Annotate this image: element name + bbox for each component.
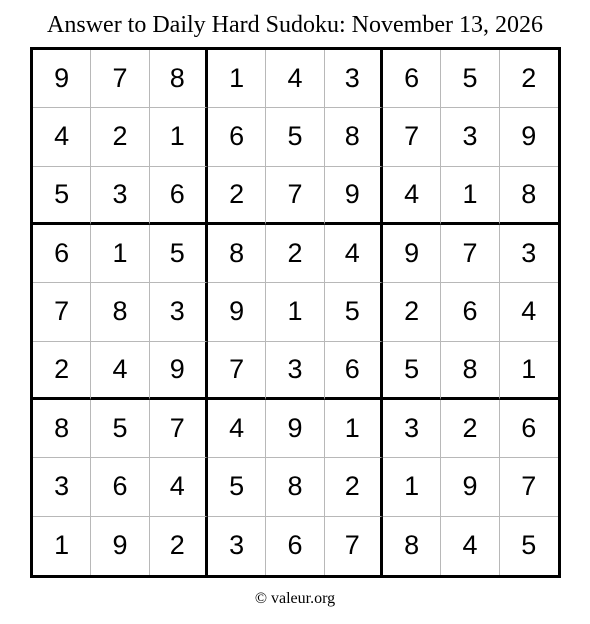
sudoku-cell-r6-c9[interactable]: 1 bbox=[500, 342, 558, 400]
sudoku-cell-r2-c7[interactable]: 7 bbox=[383, 108, 441, 166]
sudoku-cell-r9-c8[interactable]: 4 bbox=[441, 517, 499, 575]
sudoku-cell-r2-c6[interactable]: 8 bbox=[325, 108, 383, 166]
sudoku-cell-r7-c4[interactable]: 4 bbox=[208, 400, 266, 458]
sudoku-cell-r8-c1[interactable]: 3 bbox=[33, 458, 91, 516]
sudoku-cell-r6-c5[interactable]: 3 bbox=[266, 342, 324, 400]
sudoku-cell-r2-c5[interactable]: 5 bbox=[266, 108, 324, 166]
sudoku-cell-r6-c4[interactable]: 7 bbox=[208, 342, 266, 400]
sudoku-cell-r9-c4[interactable]: 3 bbox=[208, 517, 266, 575]
sudoku-cell-r2-c4[interactable]: 6 bbox=[208, 108, 266, 166]
sudoku-cell-r8-c9[interactable]: 7 bbox=[500, 458, 558, 516]
sudoku-cell-r8-c3[interactable]: 4 bbox=[150, 458, 208, 516]
sudoku-cell-r4-c3[interactable]: 5 bbox=[150, 225, 208, 283]
sudoku-cell-r8-c2[interactable]: 6 bbox=[91, 458, 149, 516]
sudoku-cell-r3-c1[interactable]: 5 bbox=[33, 167, 91, 225]
sudoku-cell-r3-c4[interactable]: 2 bbox=[208, 167, 266, 225]
sudoku-cell-r4-c7[interactable]: 9 bbox=[383, 225, 441, 283]
sudoku-cell-r7-c2[interactable]: 5 bbox=[91, 400, 149, 458]
sudoku-cell-r4-c4[interactable]: 8 bbox=[208, 225, 266, 283]
sudoku-cell-r3-c3[interactable]: 6 bbox=[150, 167, 208, 225]
sudoku-board bbox=[30, 47, 561, 578]
sudoku-cell-r9-c3[interactable]: 2 bbox=[150, 517, 208, 575]
sudoku-cell-r5-c2[interactable]: 8 bbox=[91, 283, 149, 341]
sudoku-cell-r1-c6[interactable]: 3 bbox=[325, 50, 383, 108]
sudoku-cell-r3-c9[interactable]: 8 bbox=[500, 167, 558, 225]
sudoku-cell-r3-c8[interactable]: 1 bbox=[441, 167, 499, 225]
sudoku-cell-r1-c8[interactable]: 5 bbox=[441, 50, 499, 108]
sudoku-cell-r1-c3[interactable]: 8 bbox=[150, 50, 208, 108]
sudoku-cell-r2-c9[interactable]: 9 bbox=[500, 108, 558, 166]
sudoku-cell-r2-c3[interactable]: 1 bbox=[150, 108, 208, 166]
sudoku-cell-r7-c1[interactable]: 8 bbox=[33, 400, 91, 458]
sudoku-cell-r2-c2[interactable]: 2 bbox=[91, 108, 149, 166]
sudoku-cell-r1-c1[interactable]: 9 bbox=[33, 50, 91, 108]
sudoku-cell-r8-c5[interactable]: 8 bbox=[266, 458, 324, 516]
sudoku-cell-r4-c9[interactable]: 3 bbox=[500, 225, 558, 283]
sudoku-cell-r8-c7[interactable]: 1 bbox=[383, 458, 441, 516]
sudoku-cell-r5-c8[interactable]: 6 bbox=[441, 283, 499, 341]
sudoku-cell-r6-c8[interactable]: 8 bbox=[441, 342, 499, 400]
sudoku-cell-r7-c6[interactable]: 1 bbox=[325, 400, 383, 458]
sudoku-cell-r3-c2[interactable]: 3 bbox=[91, 167, 149, 225]
sudoku-cell-r4-c2[interactable]: 1 bbox=[91, 225, 149, 283]
sudoku-cell-r5-c4[interactable]: 9 bbox=[208, 283, 266, 341]
sudoku-cell-r3-c5[interactable]: 7 bbox=[266, 167, 324, 225]
sudoku-cell-r8-c4[interactable]: 5 bbox=[208, 458, 266, 516]
sudoku-cell-r2-c8[interactable]: 3 bbox=[441, 108, 499, 166]
sudoku-cell-r4-c5[interactable]: 2 bbox=[266, 225, 324, 283]
sudoku-cell-r6-c6[interactable]: 6 bbox=[325, 342, 383, 400]
sudoku-cell-r5-c6[interactable]: 5 bbox=[325, 283, 383, 341]
sudoku-cell-r5-c9[interactable]: 4 bbox=[500, 283, 558, 341]
sudoku-cell-r9-c2[interactable]: 9 bbox=[91, 517, 149, 575]
sudoku-cell-r7-c7[interactable]: 3 bbox=[383, 400, 441, 458]
sudoku-cell-r1-c7[interactable]: 6 bbox=[383, 50, 441, 108]
sudoku-cell-r1-c9[interactable]: 2 bbox=[500, 50, 558, 108]
sudoku-cell-r9-c6[interactable]: 7 bbox=[325, 517, 383, 575]
sudoku-cell-r3-c7[interactable]: 4 bbox=[383, 167, 441, 225]
sudoku-cell-r6-c1[interactable]: 2 bbox=[33, 342, 91, 400]
sudoku-cell-r7-c3[interactable]: 7 bbox=[150, 400, 208, 458]
sudoku-cell-r1-c2[interactable]: 7 bbox=[91, 50, 149, 108]
sudoku-cell-r8-c6[interactable]: 2 bbox=[325, 458, 383, 516]
sudoku-cell-r5-c5[interactable]: 1 bbox=[266, 283, 324, 341]
sudoku-cell-r9-c7[interactable]: 8 bbox=[383, 517, 441, 575]
copyright-footer: © valeur.org bbox=[254, 590, 336, 607]
sudoku-cell-r6-c3[interactable]: 9 bbox=[150, 342, 208, 400]
sudoku-cell-r5-c7[interactable]: 2 bbox=[383, 283, 441, 341]
sudoku-cell-r4-c8[interactable]: 7 bbox=[441, 225, 499, 283]
sudoku-cell-r5-c1[interactable]: 7 bbox=[33, 283, 91, 341]
sudoku-cell-r5-c3[interactable]: 3 bbox=[150, 283, 208, 341]
sudoku-cell-r8-c8[interactable]: 9 bbox=[441, 458, 499, 516]
sudoku-cell-r6-c2[interactable]: 4 bbox=[91, 342, 149, 400]
sudoku-cell-r9-c9[interactable]: 5 bbox=[521, 530, 537, 561]
sudoku-cell-r6-c7[interactable]: 5 bbox=[383, 342, 441, 400]
sudoku-cell-r7-c5[interactable]: 9 bbox=[266, 400, 324, 458]
sudoku-cell-r3-c6[interactable]: 9 bbox=[325, 167, 383, 225]
sudoku-cell-r4-c1[interactable]: 6 bbox=[33, 225, 91, 283]
sudoku-cell-r9-c5[interactable]: 6 bbox=[266, 517, 324, 575]
sudoku-cell-r7-c8[interactable]: 2 bbox=[441, 400, 499, 458]
sudoku-cell-r1-c5[interactable]: 4 bbox=[266, 50, 324, 108]
sudoku-cell-r1-c4[interactable]: 1 bbox=[208, 50, 266, 108]
page-title: Answer to Daily Hard Sudoku: November 13, 2026 bbox=[47, 12, 543, 38]
sudoku-cell-r2-c1[interactable]: 4 bbox=[33, 108, 91, 166]
sudoku-cell-r4-c6[interactable]: 4 bbox=[325, 225, 383, 283]
sudoku-cell-r9-c1[interactable]: 1 bbox=[33, 517, 91, 575]
sudoku-cell-r7-c9[interactable]: 6 bbox=[500, 400, 558, 458]
